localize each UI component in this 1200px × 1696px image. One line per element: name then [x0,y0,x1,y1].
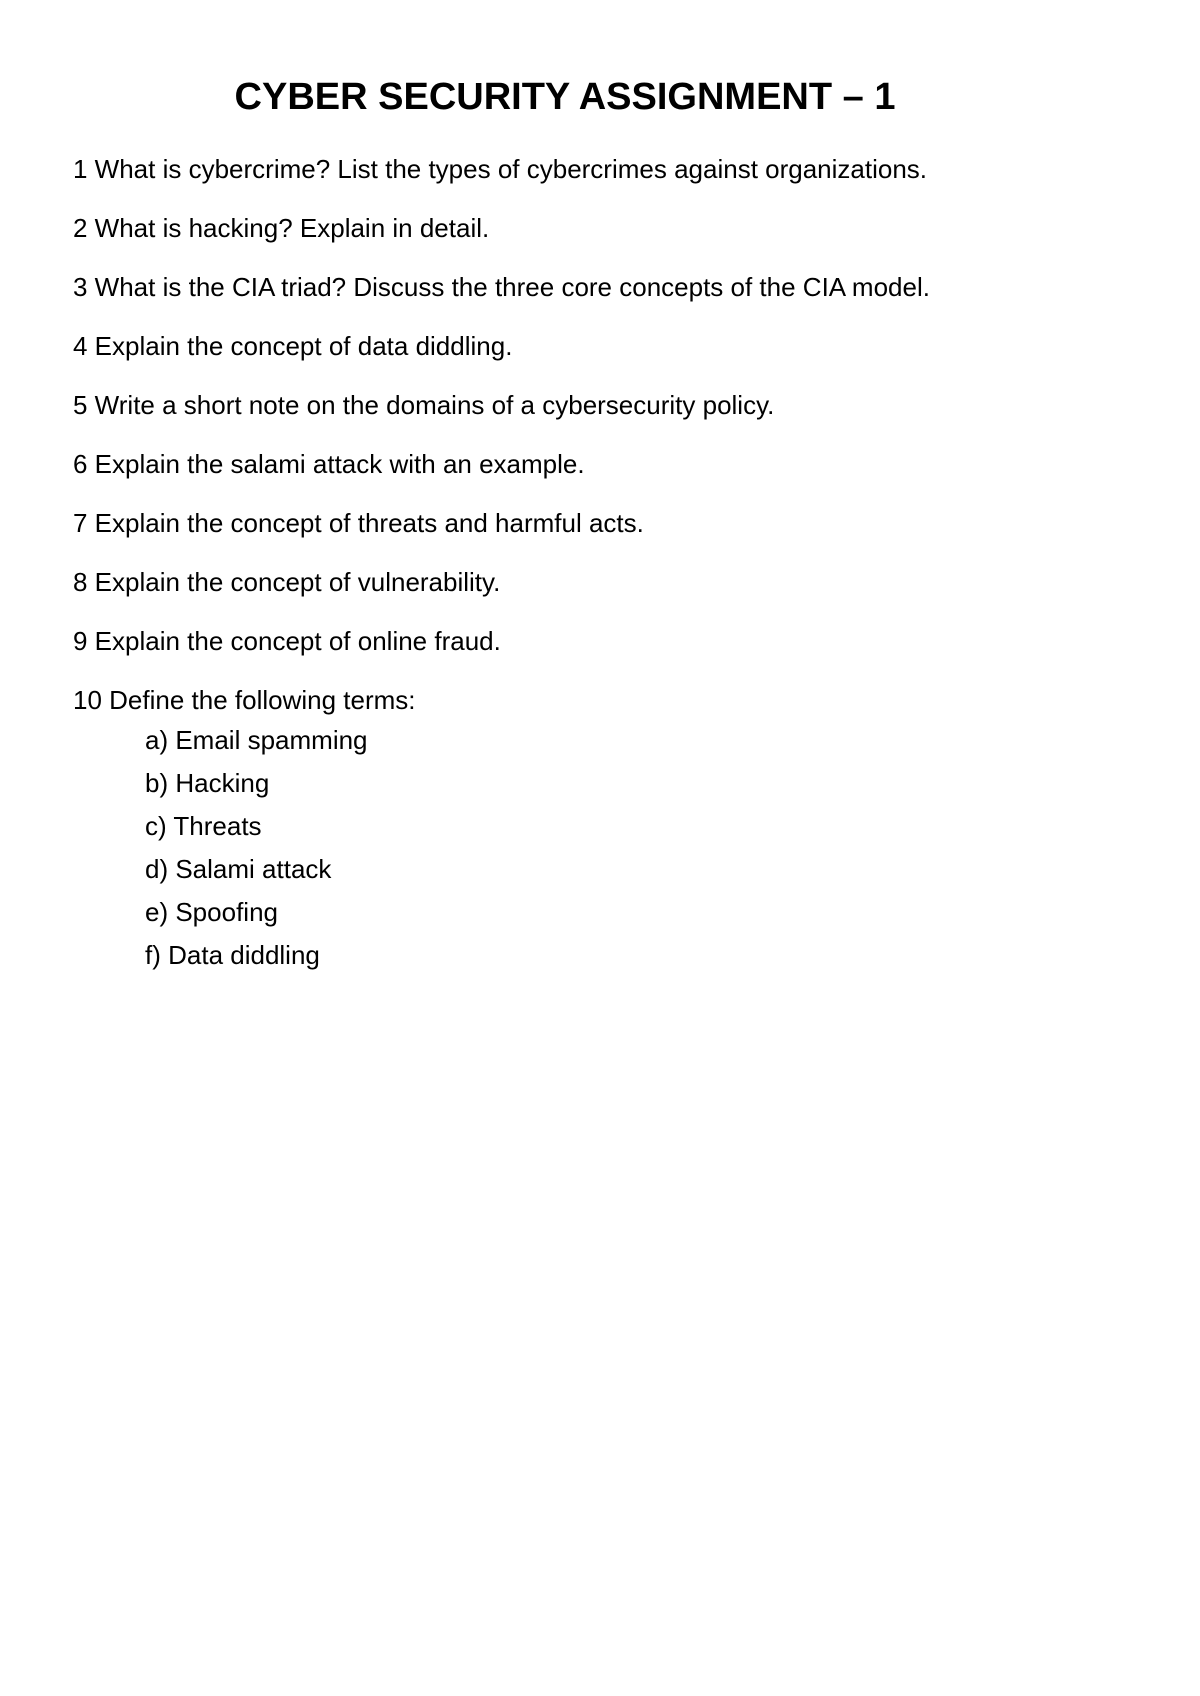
question-9: 9 Explain the concept of online fraud. [73,626,501,656]
term-item-spoofing: e) Spoofing [145,897,278,927]
question-10: 10 Define the following terms: [73,685,416,715]
term-item-salami-attack: d) Salami attack [145,854,332,884]
question-4: 4 Explain the concept of data diddling. [73,331,513,361]
term-item-threats: c) Threats [145,811,262,841]
term-item-email-spamming: a) Email spamming [145,725,368,755]
page-title: CYBER SECURITY ASSIGNMENT – 1 [234,76,896,118]
terms-list [73,723,1153,972]
term-item-data-diddling: f) Data diddling [145,940,320,970]
question-1: 1 What is cybercrime? List the types of cybercrimes against organizations. [73,154,928,184]
question-5: 5 Write a short note on the domains of a cybersecurity policy. [73,390,775,420]
question-2: 2 What is hacking? Explain in detail. [73,213,490,243]
question-7: 7 Explain the concept of threats and harmful acts. [73,508,644,538]
question-list [73,152,1153,981]
term-item-hacking: b) Hacking [145,768,270,798]
question-6: 6 Explain the salami attack with an example. [73,449,585,479]
question-3: 3 What is the CIA triad? Discuss the three core concepts of the CIA model. [73,272,930,302]
question-8: 8 Explain the concept of vulnerability. [73,567,501,597]
